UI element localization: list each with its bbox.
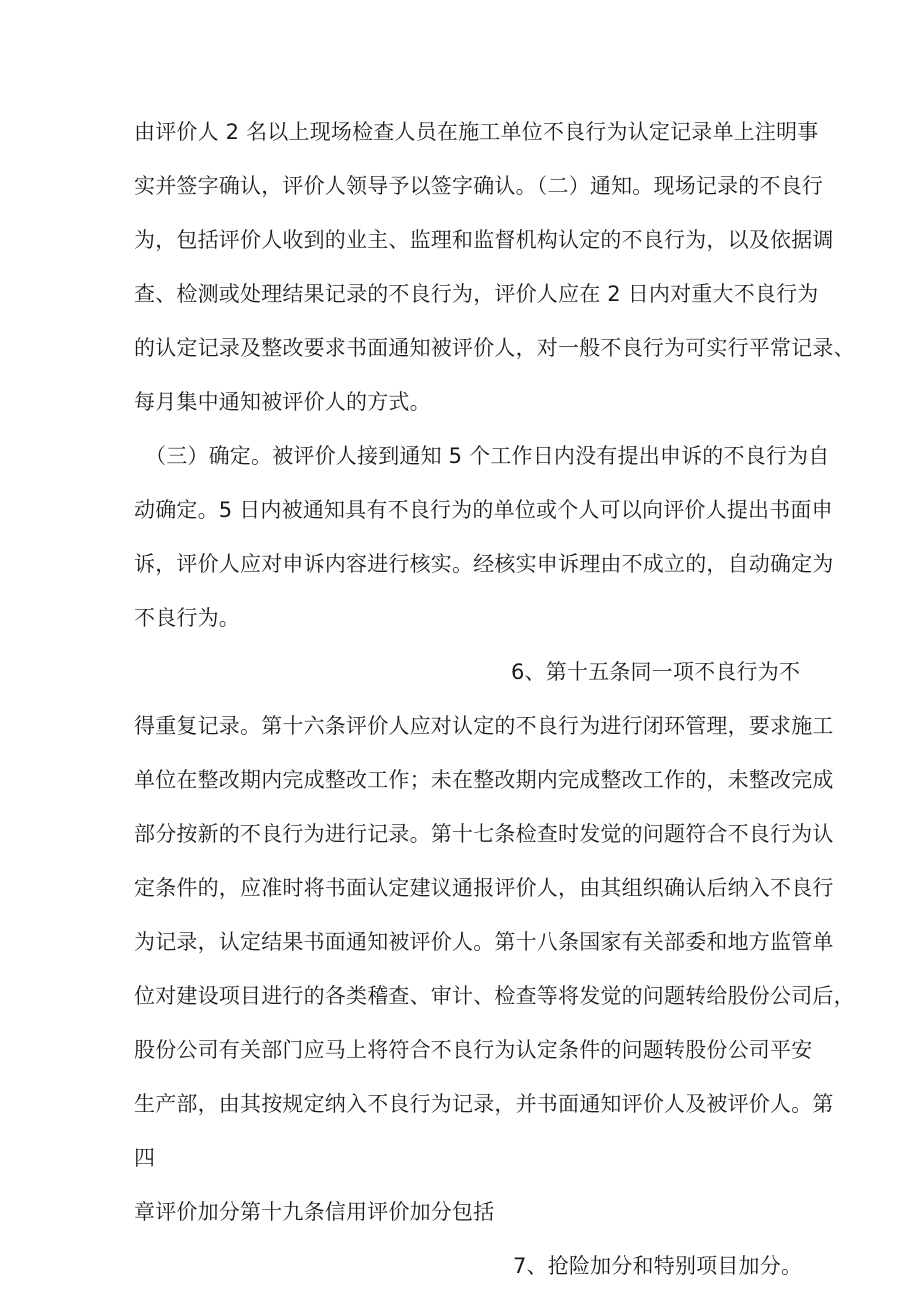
text-line: 定条件的，应准时将书面认定建议通报评价人，由其组织确认后纳入不良行: [134, 876, 834, 900]
text-line: 动确定。5 日内被通知具有不良行为的单位或个人可以向评价人提出书面申: [134, 498, 833, 522]
text-line: 股份公司有关部门应马上将符合不良行为认定条件的问题转股份公司平安: [134, 1038, 813, 1062]
text-line: 的认定记录及整改要求书面通知被评价人，对一般不良行为可实行平常记录、: [134, 336, 855, 360]
text-line: 生产部，由其按规定纳入不良行为记录，并书面通知评价人及被评价人。第: [134, 1092, 834, 1116]
text-line: 每月集中通知被评价人的方式。: [134, 390, 431, 414]
text-line: 四: [134, 1146, 156, 1170]
text-line: 部分按新的不良行为进行记录。第十七条检查时发觉的问题符合不良行为认: [134, 822, 834, 846]
text-line: 位对建设项目进行的各类稽查、审计、检查等将发觉的问题转给股份公司后，: [134, 984, 855, 1008]
text-line: 6、第十五条同一项不良行为不: [511, 660, 801, 684]
text-line: 7、抢险加分和特别项目加分。: [513, 1254, 803, 1278]
text-line: （三）确定。被评价人接到通知 5 个工作日内没有提出申诉的不良行为自: [145, 444, 830, 468]
text-line: 为，包括评价人收到的业主、监理和监督机构认定的不良行为，以及依据调: [134, 228, 834, 252]
text-line: 诉，评价人应对申诉内容进行核实。经核实申诉理由不成立的，自动确定为: [134, 552, 834, 576]
text-line: 查、检测或处理结果记录的不良行为，评价人应在 2 日内对重大不良行为: [134, 282, 819, 306]
text-line: 由评价人 2 名以上现场检查人员在施工单位不良行为认定记录单上注明事: [134, 120, 819, 144]
text-line: 不良行为。: [134, 606, 240, 630]
text-line: 章评价加分第十九条信用评价加分包括: [134, 1200, 495, 1224]
text-line: 为记录，认定结果书面通知被评价人。第十八条国家有关部委和地方监管单: [134, 930, 834, 954]
text-line: 得重复记录。第十六条评价人应对认定的不良行为进行闭环管理，要求施工: [134, 714, 834, 738]
text-line: 单位在整改期内完成整改工作；未在整改期内完成整改工作的，未整改完成: [134, 768, 834, 792]
text-line: 实并签字确认，评价人领导予以签字确认。（二）通知。现场记录的不良行: [134, 174, 824, 198]
